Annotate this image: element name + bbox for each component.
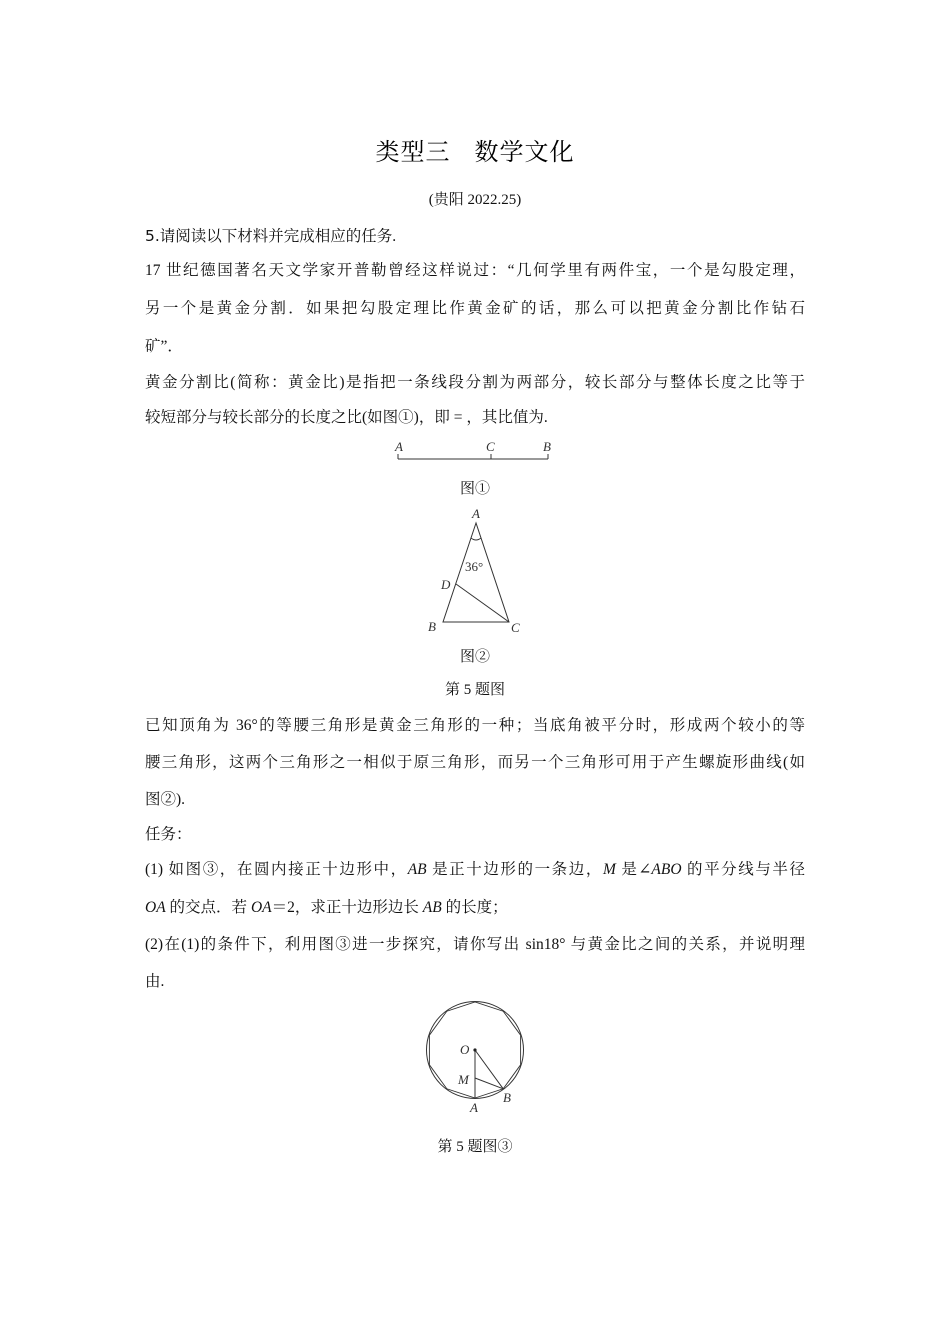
vertex-c-label: C xyxy=(511,620,520,635)
math-m: M xyxy=(602,861,616,878)
figure-3-caption: 第 5 题图③ xyxy=(437,1139,513,1155)
tasks-label: 任务： xyxy=(145,826,192,843)
point-b-label: B xyxy=(543,439,551,454)
math-oa: OA xyxy=(145,899,166,916)
figure-2-caption: 图② xyxy=(459,649,490,665)
paragraph1-line3: 矿”． xyxy=(145,338,183,355)
task1-line1 xyxy=(145,859,805,881)
paragraph1-line1: 17 世纪德国著名天文学家开普勒曾经这样说过：“几何学里有两件宝，一个是勾股定理， xyxy=(145,262,805,279)
paragraph2-line1: 黄金分割比(简称：黄金比)是指把一条线段分割为两部分，较长部分与整体长度之比等于 xyxy=(145,374,805,391)
task1-text: 的平分线与半径 xyxy=(681,861,805,878)
task1-line2 xyxy=(145,897,805,919)
math-ab: AB xyxy=(422,899,442,916)
point-c-label: C xyxy=(486,439,495,454)
vertex-a-label: A xyxy=(470,1100,478,1115)
point-d-label: D xyxy=(441,577,451,592)
problem-source: (贵阳 2022.25) xyxy=(428,192,522,208)
paragraph3-line1: 已知顶角为 36°的等腰三角形是黄金三角形的一种；当底角被平分时，形成两个较小的等 xyxy=(145,717,805,734)
vertex-b-label: B xyxy=(503,1090,511,1105)
task1-text: ＝2，求正十边形边长 xyxy=(271,899,423,916)
paragraph3-line2: 腰三角形，这两个三角形之一相似于原三角形，而另一个三角形可用于产生螺旋形曲线(如 xyxy=(145,754,805,771)
paragraph1-line2: 另一个是黄金分割．如果把勾股定理比作黄金矿的话，那么可以把黄金分割比作钻石 xyxy=(145,300,805,317)
math-oa: OA xyxy=(250,899,272,916)
figure-2-golden-triangle xyxy=(420,505,530,635)
task1-text: 是正十边形的一条边， xyxy=(426,861,603,878)
task1-text: 的长度； xyxy=(441,899,508,916)
figure-group-caption: 第 5 题图 xyxy=(444,682,505,698)
task2-line1: (2)在(1)的条件下，利用图③进一步探究，请你写出 sin18° 与黄金比之间的关系，并说明理 xyxy=(145,936,805,953)
task2-line2: 由. xyxy=(145,973,165,990)
math-ab: AB xyxy=(407,861,427,878)
center-o-label: O xyxy=(460,1042,470,1057)
paragraph2-line2: 较短部分与较长部分的长度之比(如图①)，即 = ，其比值为. xyxy=(145,409,548,426)
problem-intro-text: 请阅读以下材料并完成相应的任务. xyxy=(159,228,397,245)
point-m-label: M xyxy=(458,1072,469,1087)
problem-number: 5. xyxy=(145,227,160,245)
problem-intro xyxy=(145,225,805,248)
figure-3-inscribed-decagon xyxy=(420,998,530,1113)
figure-1-caption: 图① xyxy=(459,481,490,497)
figure-1-line-segment xyxy=(390,436,560,468)
vertex-b-label: B xyxy=(428,619,436,634)
paragraph3-line3: 图②). xyxy=(145,791,186,808)
task1-text: (1) 如图③，在圆内接正十边形中， xyxy=(145,861,408,878)
task1-text: 是∠ xyxy=(615,861,652,878)
vertex-a-label: A xyxy=(472,506,480,521)
section-title-topic: 数学文化 xyxy=(474,138,575,166)
apex-angle-label: 36° xyxy=(465,559,484,574)
section-title-type: 类型三 xyxy=(375,138,451,166)
section-title xyxy=(0,136,950,168)
task1-text: 的交点．若 xyxy=(165,899,251,916)
math-abo: ABO xyxy=(651,861,682,878)
point-a-label: A xyxy=(395,439,403,454)
